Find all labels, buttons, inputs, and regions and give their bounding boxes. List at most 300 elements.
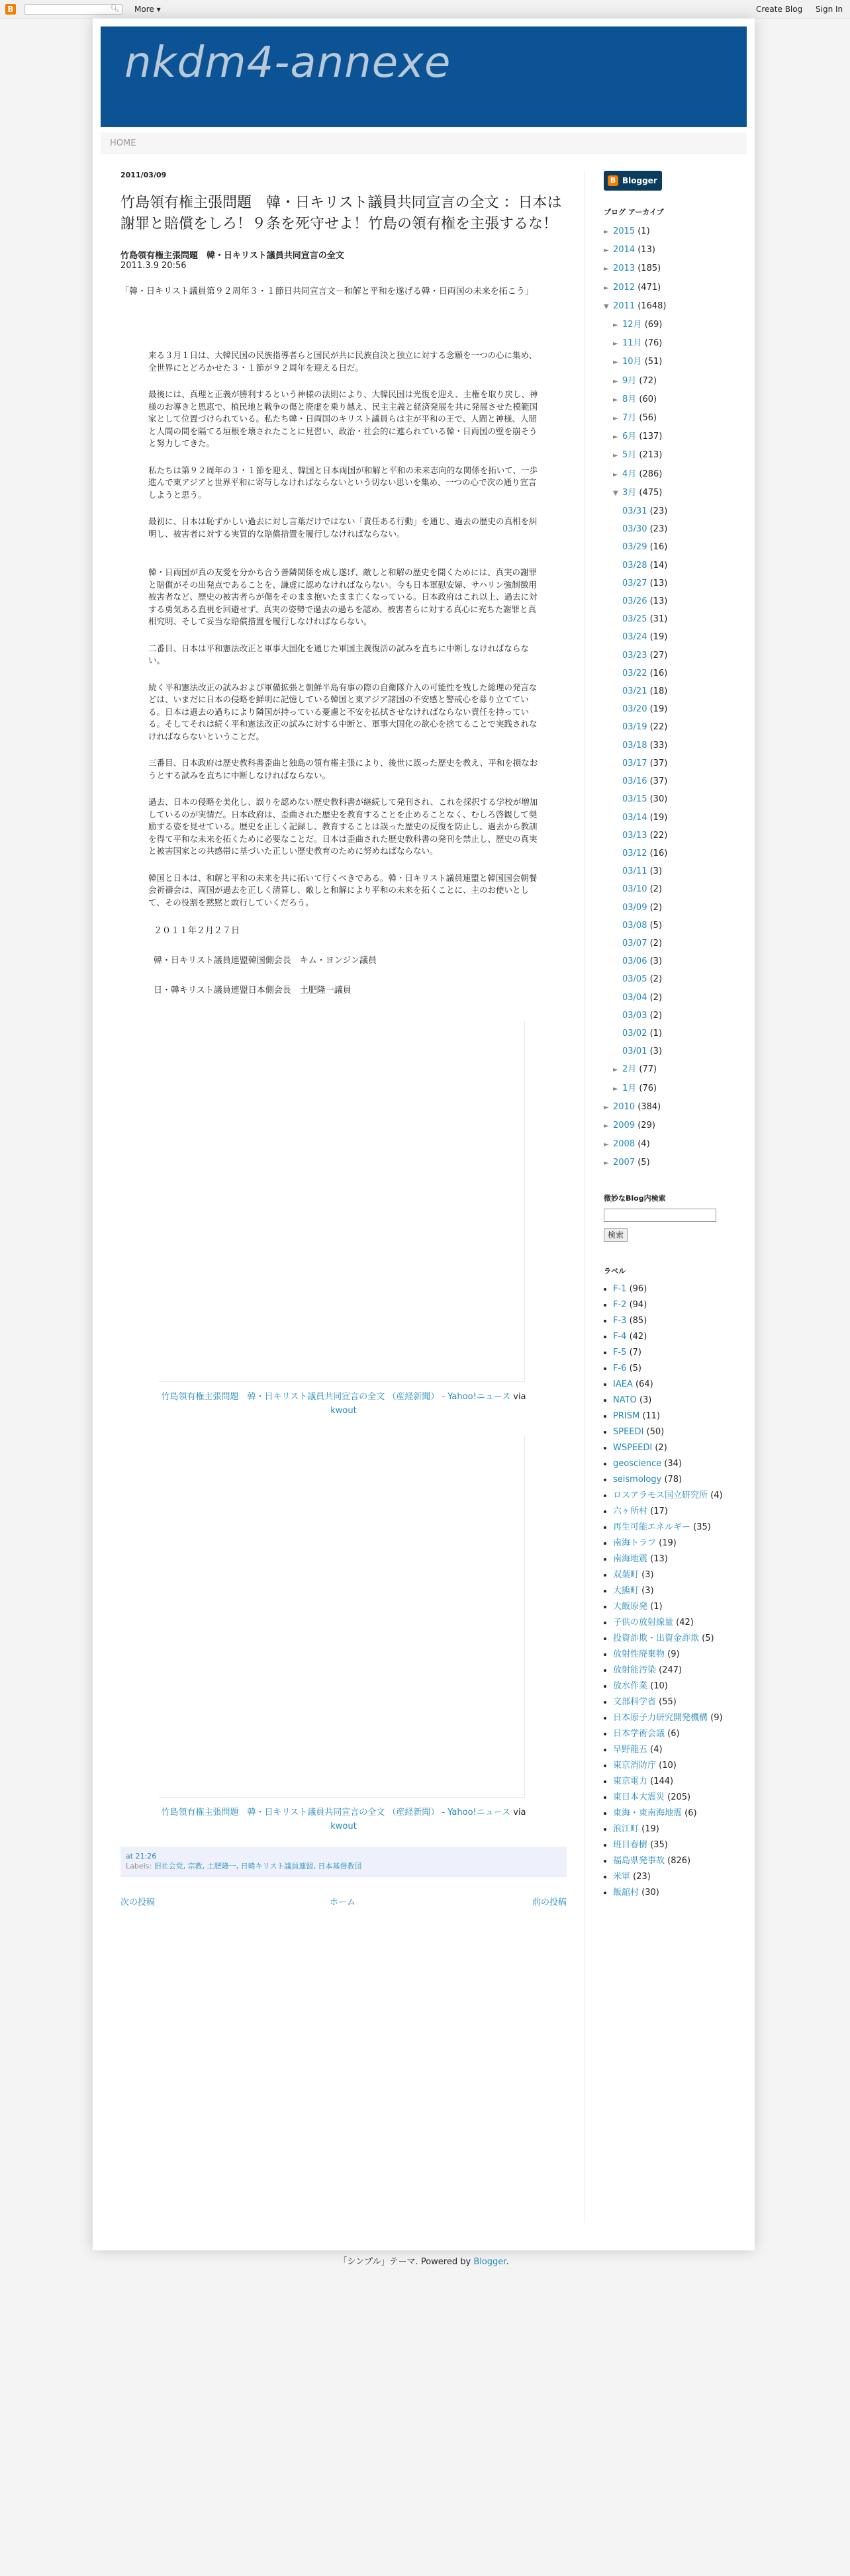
sidebar [604,171,736,1901]
label-link[interactable]: 早野龍五 [613,1744,648,1755]
label-link[interactable]: 投資詐欺・出資金詐欺 [613,1633,700,1643]
label-link[interactable]: 大飯原発 [613,1601,648,1612]
archive-item[interactable] [604,502,736,520]
archive-item[interactable] [604,935,736,952]
archive-count: (384) [638,1101,661,1112]
label-item [613,1837,736,1853]
archive-link[interactable]: 03/23 [622,650,647,661]
label-count: (19) [641,1823,659,1834]
archive-item[interactable] [604,575,736,592]
create-blog-link[interactable]: Create Blog [756,5,803,14]
expand-toggle-icon[interactable]: ► [613,377,618,385]
archive-link[interactable]: 2015 [613,226,636,236]
archive-link[interactable]: 2012 [613,282,636,293]
expand-toggle-icon[interactable]: ► [613,1085,618,1093]
post-paragraph: 三番目、日本政府は歴史教科書歪曲と独島の領有権主張により、後世に誤った歴史を教え、平和を損なおうとする試みを直ちに中断しなければならない。 [148,758,538,780]
archive-item[interactable] [604,755,736,772]
archive-link[interactable]: 03/13 [622,830,647,841]
archive-item[interactable] [604,772,736,790]
archive-item[interactable] [604,718,736,736]
label-link[interactable]: WSPEEDI [613,1442,653,1453]
kwout-caption [120,1806,567,1833]
label-item [613,1297,736,1313]
label-item [613,1647,736,1663]
kwout-link[interactable]: kwout [330,1821,357,1831]
archive-count: (137) [639,432,663,442]
kwout-caption [120,1390,567,1418]
archive-item[interactable] [604,790,736,808]
label-count: (7) [629,1347,642,1357]
expand-toggle-icon[interactable]: ► [604,1141,609,1149]
archive-count: (33) [649,740,668,751]
archive-link[interactable]: 03/02 [622,1028,647,1038]
archive-item[interactable] [604,409,736,428]
archive-item[interactable] [604,334,736,353]
archive-link[interactable]: 8月 [622,394,637,404]
label-link[interactable]: 再生可能エネルギー [613,1522,691,1532]
archive-link[interactable]: 03/24 [622,632,647,643]
label-item [613,1631,736,1647]
archive-link[interactable]: 03/15 [622,794,647,805]
expand-toggle-icon[interactable]: ► [613,452,618,460]
label-count: (5) [629,1363,642,1373]
label-count: (3) [641,1569,654,1580]
archive-link[interactable]: 03/25 [622,614,647,625]
archive-count: (5) [649,920,663,931]
archive-link[interactable]: 03/08 [622,920,647,931]
label-link[interactable]: SPEEDI [613,1426,644,1437]
label-link[interactable]: 文部科学省 [613,1696,657,1707]
blogger-logo-icon[interactable]: B [5,4,16,15]
archive-item[interactable] [604,700,736,718]
label-count: (13) [650,1553,668,1564]
expand-toggle-icon[interactable]: ► [613,1066,618,1074]
archive-count: (31) [649,614,668,625]
label-link[interactable]: 班目春樹 [613,1839,648,1850]
archive-count: (16) [649,542,668,553]
archive-item[interactable] [604,484,736,502]
label-item [613,1329,736,1345]
post-footer [120,1847,567,1876]
label-link[interactable]: F-6 [613,1363,627,1373]
archive-link[interactable]: 03/11 [622,866,647,877]
label-item [613,1774,736,1790]
label-item [613,1583,736,1599]
label-item [613,1790,736,1806]
older-post-link[interactable]: 前の投稿 [532,1898,567,1908]
post-paragraph: 過去、日本の侵略を美化し、誤りを認めない歴史教科書が継続して発刊され、これを採択する学校が増加しているのが実情だ。日本政府は、歪曲された歴史を教育することを止めることなく、むしろ啓観して奨励する姿を見せている。歴史を正しく記録し、教育することは誤った歴史の反復を防止し、過去から教訓を得て平和な未来を拓くために必要なことだ。日本は歪曲された歴史教科書の発刊を禁止し、歴史の真実と被害国家との共感帯に基づいた正しい歴史教育のために努めねばならない。 [148,797,538,856]
archive-item[interactable] [604,372,736,391]
label-item [613,1710,736,1726]
archive-link[interactable]: 03/19 [622,722,647,733]
label-link[interactable]: 浪江町 [613,1823,639,1834]
archive-item[interactable] [604,827,736,845]
label-item [613,1456,736,1472]
labels-title: ラベル [604,1266,626,1275]
label-link[interactable]: 東京消防庁 [613,1760,657,1771]
archive-link[interactable]: 2009 [613,1120,636,1130]
expand-toggle-icon[interactable]: ► [604,1122,609,1130]
archive-link[interactable]: 03/09 [622,902,647,913]
search-button[interactable]: 検索 [604,1228,628,1242]
post-bold-line: 竹島領有権主張問題 韓・日キリスト議員共同宣言の全文 [120,251,344,261]
archive-link[interactable]: 03/04 [622,992,647,1003]
label-item [613,1393,736,1408]
archive-count: (37) [649,776,668,787]
blogger-navbar [0,0,850,19]
archive-item[interactable] [604,1007,736,1025]
label-item [613,1615,736,1631]
powered-by-blogger-badge[interactable]: B Blogger [604,171,662,191]
archive-link[interactable]: 03/22 [622,668,647,678]
archive-item[interactable] [604,610,736,628]
archive-count: (1648) [638,300,667,311]
label-link[interactable]: 子供の放射線量 [613,1617,674,1628]
label-item [613,1281,736,1297]
label-link[interactable]: 放水作業 [613,1680,648,1691]
page-container [93,19,755,2267]
archive-link[interactable]: 12月 [622,320,642,330]
archive-count: (2) [649,902,663,913]
archive-link[interactable]: 03/31 [622,506,647,517]
post-body [120,349,567,909]
archive-link[interactable]: 2月 [622,1064,637,1075]
label-link[interactable]: F-4 [613,1331,627,1342]
archive-item[interactable] [604,391,736,409]
label-item [613,1408,736,1424]
archive-count: (18) [649,686,668,697]
archive-count: (69) [644,320,663,330]
label-count: (64) [635,1379,653,1389]
archive-link[interactable]: 03/12 [622,848,647,858]
label-count: (3) [639,1395,652,1405]
label-count: (1) [650,1601,663,1612]
archive-count: (22) [649,722,668,733]
label-item [613,1821,736,1837]
home-link[interactable]: ホーム [330,1898,356,1908]
label-link[interactable]: seismology [613,1474,662,1485]
archive-item[interactable] [604,538,736,556]
sign-in-link[interactable]: Sign In [816,5,843,14]
expand-toggle-icon[interactable]: ► [604,1103,609,1111]
expand-toggle-icon[interactable]: ► [604,284,609,292]
archive-count: (13) [638,245,655,255]
label-link[interactable]: geoscience [613,1458,662,1469]
label-item [613,1472,736,1488]
archive-item[interactable] [604,241,736,259]
archive-item[interactable] [604,465,736,484]
label-count: (9) [710,1712,723,1723]
collapse-toggle-icon[interactable]: ▼ [613,489,618,497]
expand-toggle-icon[interactable]: ► [604,265,609,273]
label-item [613,1504,736,1520]
archive-link[interactable]: 03/27 [622,578,647,588]
archive-item[interactable] [604,628,736,646]
archive-link[interactable]: 4月 [622,469,637,479]
date-header: 2011/03/09 [120,171,167,179]
label-item [613,1313,736,1329]
source-link[interactable]: 竹島領有権主張問題 韓・日キリスト議員共同宣言の全文 （産経新聞） - Yahoo!ニュース [161,1808,511,1817]
label-link[interactable]: 放射性廃棄物 [613,1649,665,1659]
post-label-links[interactable]: 旧社会党, 宗教, 土肥隆一, 日韓キリスト議員連盟, 日本基督教団 [154,1862,362,1870]
archive-link[interactable]: 2007 [613,1158,636,1168]
archive-count: (56) [639,413,657,424]
blogger-link[interactable]: Blogger [473,2257,506,2267]
archive-count: (475) [639,487,663,498]
post-paragraph: 続く平和憲法改正の試みおよび軍備拡張と朝鮮半島有事の際の自衛隊介入の可能性を残した総理の発言などは、いまだに日本の侵略を鮮明に記憶している韓国と東アジア諸国の不安感と警戒心を募り立てている。日本は過去の過ちにより隣国が持っている憂慮と不安を払拭させなければならない責任を持っている。そしてそれは続く平和憲法改正の試みに対する中断と、軍事大国化の欲心を捨てることで実践されなければならないということだ。 [148,682,538,741]
post-paragraph: 二番目、日本は平和憲法改正と軍事大国化を通じた軍国主義復活の試みを直ちに中断しなければならない。 [148,643,530,665]
archive-item[interactable] [604,917,736,935]
expand-toggle-icon[interactable]: ► [613,434,618,441]
label-link[interactable]: 大熊町 [613,1585,639,1596]
archive-item[interactable] [604,428,736,446]
tab-home[interactable]: HOME [110,138,136,148]
kwout-link[interactable]: kwout [330,1406,357,1416]
archive-item[interactable] [604,682,736,700]
archive-count: (3) [649,1046,663,1057]
archive-item[interactable] [604,899,736,917]
archive-link[interactable]: 9月 [622,375,637,386]
expand-toggle-icon[interactable]: ► [613,340,618,348]
blog-header [101,26,747,127]
archive-item[interactable] [604,647,736,665]
label-count: (6) [685,1808,697,1818]
label-count: (10) [659,1760,677,1771]
archive-item[interactable] [604,1060,736,1079]
more-menu[interactable]: More ▾ [134,5,161,14]
label-count: (6) [667,1728,680,1739]
label-link[interactable]: 東日本大震災 [613,1792,665,1802]
post-paragraph: 最後には、真理と正義が勝利するという神様の法則により、大韓民国は光復を迎え、主権を取り戻し、神様のお導きと恩恵で、植民地と戦争の傷と廃虚を乗り越え、民主主義と経済発展を共に発展させた模範国家として位置づけられている。私たち韓・日両国のキリスト議員らは主が平和の王で、人間と神様、人間と人間の間を隔てる垣根を壊されたことに見習い、政治・社会的に遮られている韓・日両国の壁を崩そうと努力してきた。 [148,389,538,448]
label-count: (35) [693,1522,711,1532]
archive-link[interactable]: 03/07 [622,938,647,948]
label-count: (42) [676,1617,694,1628]
label-item [613,1536,736,1551]
label-link[interactable]: 飯舘村 [613,1887,639,1898]
expand-toggle-icon[interactable]: ► [604,247,609,255]
label-link[interactable]: PRISM [613,1410,640,1421]
label-link[interactable]: 東海・東南海地震 [613,1808,683,1818]
archive-item[interactable] [604,737,736,755]
label-link[interactable]: 福島県発事故 [613,1855,665,1866]
expand-toggle-icon[interactable]: ► [613,396,618,404]
archive-link[interactable]: 03/30 [622,524,647,535]
archive-count: (13) [649,596,668,607]
label-link[interactable]: 日本学術会議 [613,1728,665,1739]
label-count: (4) [650,1744,663,1755]
archive-item[interactable] [604,880,736,898]
archive-item[interactable] [604,259,736,278]
archive-item[interactable] [604,592,736,610]
archive-link[interactable]: 03/29 [622,542,647,553]
archive-link[interactable]: 2008 [613,1139,636,1150]
archive-item[interactable] [604,665,736,682]
archive-item[interactable] [604,1135,736,1154]
archive-item[interactable] [604,862,736,880]
newer-post-link[interactable]: 次の投稿 [120,1898,156,1908]
label-link[interactable]: F-2 [613,1299,627,1310]
archive-link[interactable]: 03/10 [622,884,647,895]
source-link[interactable]: 竹島領有権主張問題 韓・日キリスト議員共同宣言の全文 （産経新聞） - Yahoo!ニュース [161,1392,511,1402]
archive-count: (1) [638,226,650,236]
label-link[interactable]: 六ヶ所村 [613,1506,648,1516]
archive-item[interactable] [604,279,736,297]
label-link[interactable]: 南海地震 [613,1553,648,1564]
blog-title[interactable]: nkdm4-annexe [124,38,451,87]
archive-count: (51) [644,357,663,367]
post-lead: 「韓・日キリスト議員第９２周年３・１節日共同宣言文－和解と平和を遂げる韓・日両国の未来を拓こう」 [120,287,534,297]
archive-item[interactable] [604,809,736,827]
archive-item[interactable] [604,1080,736,1098]
declaration-date: ２０１１年２月２７日 [154,926,240,936]
archive-item[interactable] [604,222,736,241]
archive-count: (471) [638,282,661,293]
post-paragraph: 韓・日両国が真の友愛を分かち合う善隣関係を成し遂げ、敵しと和解の歴史を開くためには、真実の謝罪と賠償がその出発点であることを、謙虚に認めなければならない。今も日本軍慰安婦、サハリン強制徴用被害者など、歴史の被害者らが傷をそのまま抱いたまま亡くなっている。日本政府はこれ以上、過去に対する勇気ある直視を回避せず、真実の姿勢で過去の過ちを認め、被害者らに対する真心に充ちた謝罪と真相究明、そして妥当な賠償措置を履行しなければならない。 [148,567,538,626]
label-link[interactable]: IAEA [613,1379,633,1389]
archive-item[interactable] [604,316,736,334]
label-link[interactable]: 双葉町 [613,1569,639,1580]
label-link[interactable]: 南海トラフ [613,1538,657,1548]
label-item [613,1377,736,1393]
label-link[interactable]: 放射能汚染 [613,1665,657,1675]
expand-toggle-icon[interactable]: ► [604,1160,609,1168]
label-link[interactable]: ロスアラモス国立研究所 [613,1490,708,1500]
archive-count: (77) [639,1064,657,1075]
archive-link[interactable]: 03/14 [622,812,647,823]
kwout-embed-image[interactable] [159,1436,525,1798]
attribution: 「シンプル」テーマ. Powered by Blogger. [338,2257,509,2267]
archive-link[interactable]: 7月 [622,413,637,424]
archive-link[interactable]: 03/20 [622,704,647,715]
label-count: (9) [667,1649,680,1659]
archive-title: ブログ アーカイブ [604,208,664,216]
archive-item[interactable] [604,557,736,575]
archive-link[interactable]: 03/26 [622,596,647,607]
archive-link[interactable]: 11月 [622,338,642,349]
archive-link[interactable]: 2014 [613,245,636,255]
archive-item[interactable] [604,970,736,988]
post-paragraph: 私たちは第９２周年の３・１節を迎え、韓国と日本両国が和解と平和の未来志向的な関係を拓いて、一歩進んで東アジアと世界平和に寄与しなければならないという切ない思いを集め、一つの心で次の通り宣言しようと思う。 [148,465,538,500]
label-item [613,1806,736,1821]
archive-link[interactable]: 03/21 [622,686,647,697]
archive-link[interactable]: 3月 [622,487,637,498]
blog-search-input[interactable] [604,1209,716,1222]
label-item [613,1726,736,1742]
label-item [613,1567,736,1583]
archive-link[interactable]: 03/17 [622,758,647,768]
expand-toggle-icon[interactable]: ► [604,228,609,236]
archive-link[interactable]: 5月 [622,450,637,461]
archive-link[interactable]: 03/18 [622,740,647,751]
label-count: (3) [641,1585,654,1596]
archive-link[interactable]: 10月 [622,357,642,367]
label-item [613,1853,736,1869]
archive-link[interactable]: 2011 [613,300,636,311]
archive-count: (3) [649,866,663,877]
label-count: (826) [667,1855,691,1866]
archive-count: (29) [638,1120,655,1130]
archive-count: (19) [649,812,668,823]
archive-item[interactable] [604,297,736,316]
archive-link[interactable]: 03/06 [622,956,647,967]
archive-item[interactable] [604,520,736,538]
collapse-toggle-icon[interactable]: ▼ [604,302,609,310]
label-count: (50) [646,1426,665,1437]
archive-link[interactable]: 03/01 [622,1046,647,1057]
search-title: 微妙なBlog内検索 [604,1193,666,1203]
label-item [613,1424,736,1440]
label-item [613,1361,736,1377]
archive-count: (14) [649,560,668,571]
archive-link[interactable]: 2013 [613,263,636,274]
archive-link[interactable]: 2010 [613,1101,636,1112]
archive-item[interactable] [604,1098,736,1117]
label-link[interactable]: 米軍 [613,1871,631,1882]
archive-count: (16) [649,668,668,678]
archive-item[interactable] [604,446,736,465]
archive-item[interactable] [604,845,736,862]
archive-link[interactable]: 6月 [622,432,637,442]
signatory-2: 日・韓キリスト議員連盟日本側会長 土肥隆一議員 [154,986,352,995]
label-link[interactable]: F-3 [613,1315,627,1326]
archive-item[interactable] [604,1025,736,1042]
label-count: (23) [633,1871,651,1882]
archive-count: (2) [649,974,663,985]
label-count: (19) [659,1538,677,1548]
archive-count: (23) [649,524,668,535]
archive-item[interactable] [604,353,736,371]
blog-archive [604,222,736,1173]
post-paragraph: 最初に、日本は恥ずかしい過去に対し言葉だけではない「責任ある行動」を通じ、過去の歴史の真相を糾明し、被害者に対する実質的な賠償措置を履行しなければならない。 [148,516,538,539]
archive-count: (2) [649,992,663,1003]
label-item [613,1345,736,1361]
archive-link[interactable]: 03/28 [622,560,647,571]
expand-toggle-icon[interactable]: ► [613,359,618,367]
label-link[interactable]: F-1 [613,1283,627,1294]
navbar-search-input[interactable] [24,4,122,15]
archive-link[interactable]: 03/03 [622,1010,647,1021]
archive-count: (286) [639,469,663,479]
archive-item[interactable] [604,952,736,970]
expand-toggle-icon[interactable]: ► [613,322,618,330]
post-time-link[interactable]: at 21:26 [126,1852,157,1861]
expand-toggle-icon[interactable]: ► [613,415,618,423]
archive-link[interactable]: 1月 [622,1083,637,1093]
archive-count: (213) [639,450,663,461]
label-count: (55) [659,1696,677,1707]
archive-count: (1) [649,1028,663,1038]
archive-item[interactable] [604,989,736,1007]
label-count: (10) [650,1680,668,1691]
archive-count: (23) [649,506,668,517]
archive-link[interactable]: 03/16 [622,776,647,787]
archive-item[interactable] [604,1117,736,1135]
label-item [613,1520,736,1536]
archive-link[interactable]: 03/05 [622,974,647,985]
archive-item[interactable] [604,1042,736,1060]
search-icon[interactable]: 🔍︎ [110,4,119,13]
label-link[interactable]: 東京電力 [613,1776,648,1786]
archive-item[interactable] [604,1154,736,1172]
label-item [613,1742,736,1758]
archive-count: (27) [649,650,668,661]
label-link[interactable]: 日本原子力研究開発機構 [613,1712,708,1723]
label-link[interactable]: NATO [613,1395,637,1405]
archive-count: (3) [649,956,663,967]
kwout-embed-image[interactable] [159,1021,525,1382]
label-link[interactable]: F-5 [613,1347,627,1357]
expand-toggle-icon[interactable]: ► [613,471,618,479]
